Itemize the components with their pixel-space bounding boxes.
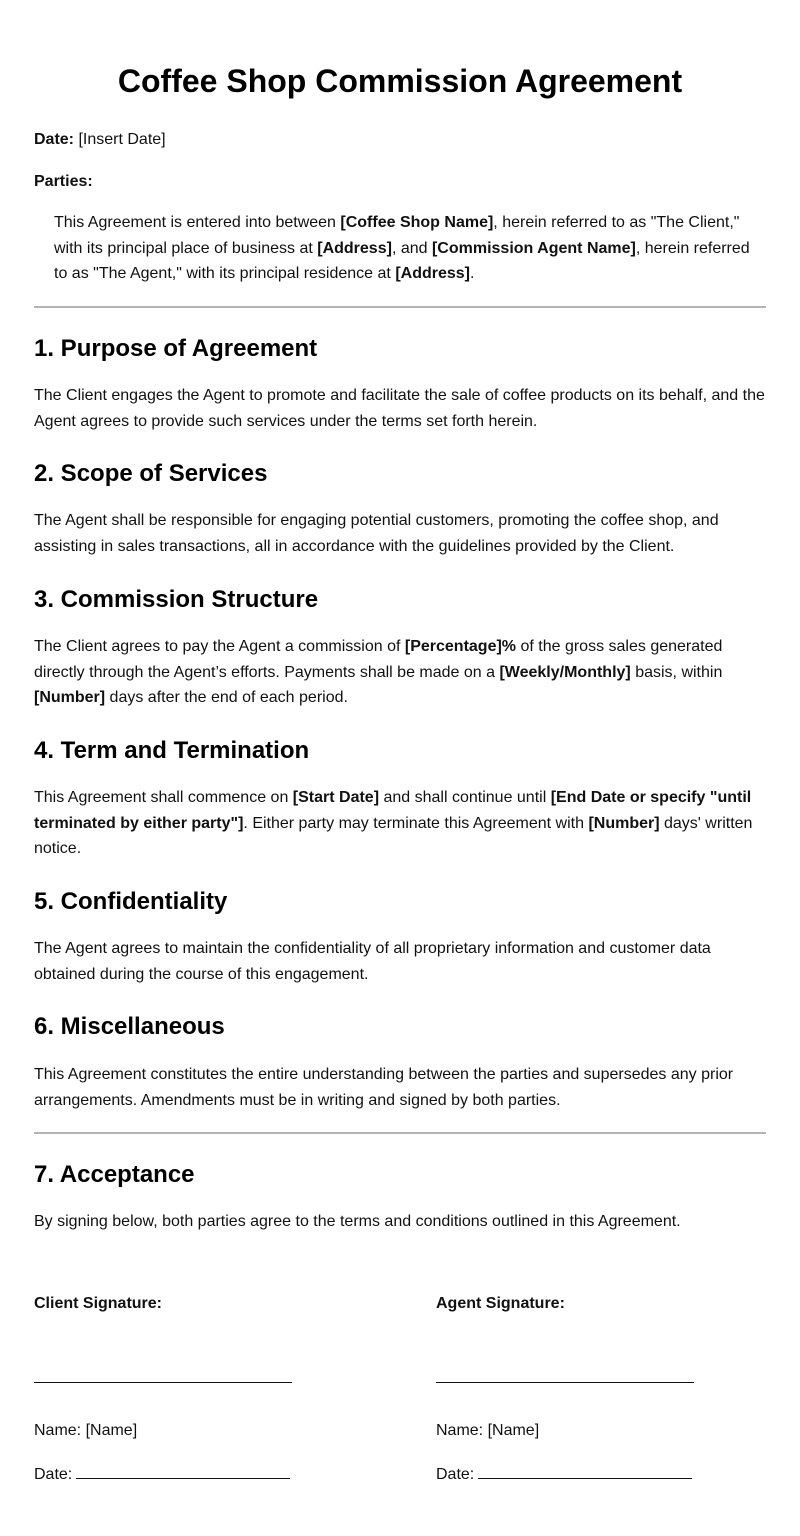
agent-signature-block <box>436 1294 736 1483</box>
date-value: [Insert Date] <box>78 131 166 148</box>
document-title: Coffee Shop Commission Agreement <box>117 63 683 99</box>
section-6-body: This Agreement constitutes the entire understanding between the parties and supersedes any prior arrangements. Amendments must be in writing and signed by both parties. <box>34 1066 734 1109</box>
agent-date-label: Date: <box>436 1466 475 1483</box>
days-number-placeholder: [Number] <box>34 689 106 706</box>
agent-signature-line[interactable] <box>436 1382 694 1383</box>
section-4-text: This Agreement shall commence on <box>34 789 293 806</box>
client-date-label: Date: <box>34 1466 73 1483</box>
end-date-placeholder: [End Date or specify "until terminated by either party"] <box>34 789 752 832</box>
intro-text: , and <box>391 239 432 257</box>
agent-name-placeholder: [Commission Agent Name] <box>431 239 636 257</box>
agent-date-line <box>436 1463 692 1485</box>
client-signature-line[interactable] <box>34 1382 292 1383</box>
client-date-field[interactable] <box>76 1463 290 1479</box>
section-7-body: By signing below, both parties agree to the terms and conditions outlined in this Agreement. <box>34 1213 681 1230</box>
notice-days-placeholder: [Number] <box>588 814 660 832</box>
agent-name-line: Name: [Name] <box>436 1422 540 1439</box>
section-1-body: The Client engages the Agent to promote and facilitate the sale of coffee products on its behalf, and the Agent agrees to provide such services under the terms set forth herein. <box>34 387 765 430</box>
section-5-body: The Agent agrees to maintain the confidentiality of all proprietary information and customer data obtained during the course of this engagement. <box>34 940 711 983</box>
divider <box>34 306 766 308</box>
parties-paragraph <box>54 210 754 287</box>
section-2-body: The Agent shall be responsible for engaging potential customers, promoting the coffee shop, and assisting in sales transactions, all in accordance with the guidelines provided by the Client. <box>34 512 719 555</box>
section-5-title: 5. Confidentiality <box>34 888 228 915</box>
intro-text: , herein referred to as "The Agent," with its principal residence at <box>54 239 750 282</box>
agent-address-placeholder: [Address] <box>395 265 470 282</box>
section-3-title: 3. Commission Structure <box>34 586 319 613</box>
client-address-placeholder: [Address] <box>317 239 392 257</box>
intro-text: This Agreement is entered into between <box>54 214 341 231</box>
client-signature-label: Client Signature: <box>34 1295 163 1312</box>
section-2-title: 2. Scope of Services <box>34 460 268 487</box>
section-4-text: and shall continue until <box>379 789 551 806</box>
date-label: Date: <box>34 131 75 148</box>
divider <box>34 1132 766 1134</box>
intro-text: , herein referred to as "The Client," with its principal place of business at <box>54 214 740 257</box>
parties-label <box>34 172 93 192</box>
parties-label-text: Parties: <box>34 173 93 190</box>
section-3-text: days after the end of each period. <box>105 689 348 706</box>
start-date-placeholder: [Start Date] <box>292 789 380 806</box>
client-name-placeholder: [Coffee Shop Name] <box>340 214 494 231</box>
client-name-line: Name: [Name] <box>34 1422 138 1439</box>
client-signature-block <box>34 1294 334 1483</box>
agent-date-field[interactable] <box>478 1463 692 1479</box>
section-3-text: The Client agrees to pay the Agent a commission of <box>34 638 405 655</box>
section-4-text: . Either party may terminate this Agreement with <box>243 814 589 832</box>
section-3-text: of the gross sales generated directly through the Agent’s efforts. Payments shall be made on a <box>34 638 723 681</box>
section-6-title: 6. Miscellaneous <box>34 1013 225 1040</box>
section-1-title: 1. Purpose of Agreement <box>34 335 318 362</box>
section-4-text: days' written notice. <box>34 814 753 857</box>
agent-signature-label: Agent Signature: <box>436 1295 565 1312</box>
client-date-line <box>34 1463 290 1485</box>
intro-text: . <box>470 265 475 282</box>
date-field <box>34 130 166 150</box>
section-7-title: 7. Acceptance <box>34 1161 195 1188</box>
section-4-body <box>34 785 768 862</box>
frequency-placeholder: [Weekly/Monthly] <box>499 663 631 681</box>
percentage-placeholder: [Percentage]% <box>404 638 517 655</box>
section-4-title: 4. Term and Termination <box>34 737 310 764</box>
section-3-body <box>34 634 768 711</box>
section-3-text: basis, within <box>630 663 723 681</box>
